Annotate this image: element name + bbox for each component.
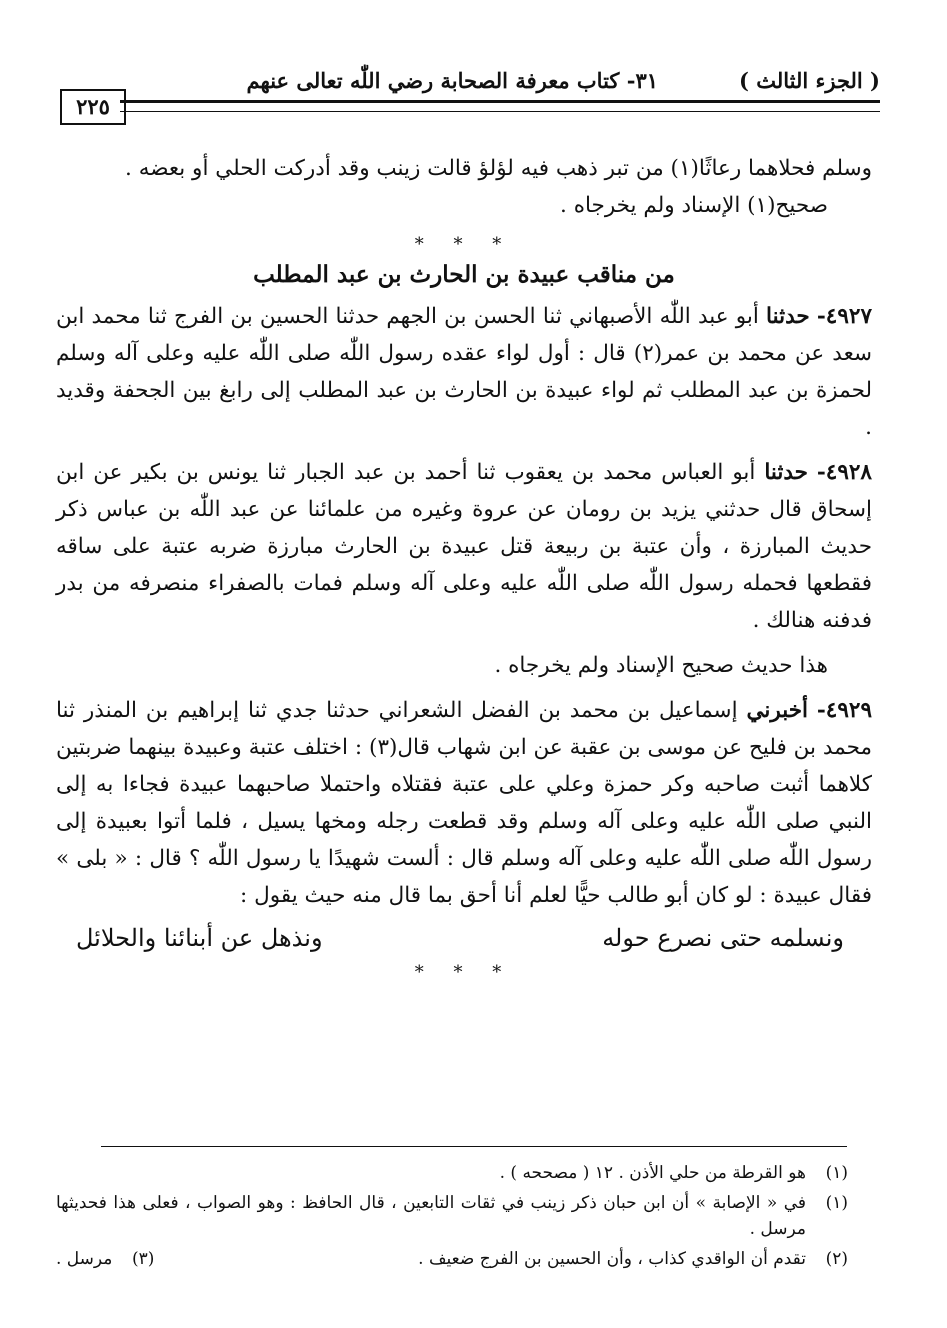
- paragraph-line: وسلم فحلاهما رعاثًا(١) من تبر ذهب فيه لؤلؤ قالت زينب وقد أدركت الحلي أو بعضه .: [125, 156, 872, 181]
- hadith-4929: [56, 692, 872, 914]
- hadith-number: ٤٩٢٧-: [816, 304, 872, 329]
- hadith-4927: [56, 298, 872, 446]
- poem-hemistich-first: ونسلمه حتى نصرع حوله: [602, 924, 844, 952]
- poem-hemistich-second: ونذهل عن أبنائنا والحلائل: [76, 924, 323, 952]
- header-rule: [120, 100, 880, 103]
- paragraph-line: صحيح(١) الإسناد ولم يخرجاه .: [560, 193, 828, 218]
- footnote: [56, 1246, 154, 1272]
- hadith-keyword: حدثنا: [766, 304, 810, 329]
- footnote-text: في « الإصابة » أن ابن حبان ذكر زينب في ثقات التابعين ، قال الحافظ : وهو الصواب ، فعلى هذا فحديثها مرسل .: [56, 1193, 806, 1239]
- footnote-text: تقدم أن الواقدي كذاب ، وأن الحسين بن الفرج ضعيف .: [418, 1249, 806, 1269]
- hadith-text: إسماعيل بن محمد بن الفضل الشعراني حدثنا جدي ثنا إبراهيم بن المنذر ثنا محمد بن فليح عن موسى بن عقبة عن ابن شهاب قال(٣) : اختلف عتبة وعبيدة بينهما ضربتين كلاهما أثبت صاحبه وكر حمزة وعلي على عتبة فقتلاه واحتملا صاحبهما عبيدة فجاءا به إلى النبي صلى اللّٰه عليه وعلى آله وسلم وقد قطعت رجله ومخها يسيل ، فلما أتوا بعبيدة إلى رسول اللّٰه صلى اللّٰه عليه وعلى آله وسلم قال : ألست شهيدًا يا رسول اللّٰه ؟ قال : « بلى » فقال عبيدة : لو كان أبو طالب حيًّا لعلم أنا أحق بما قال منه حيث يقول :: [56, 698, 873, 908]
- footnotes: [56, 1160, 848, 1276]
- main-text: [56, 150, 872, 989]
- footnote-number: (١): [825, 1163, 848, 1183]
- page-number: ٢٢٥: [60, 89, 126, 125]
- hadith-keyword: حدثنا: [764, 460, 808, 485]
- footnote: [56, 1160, 848, 1186]
- hadith-text: أبو العباس محمد بن يعقوب ثنا أحمد بن عبد الجبار ثنا يونس بن بكير عن ابن إسحاق قال حدثني يزيد بن رومان عن عروة وغيره من علمائنا عن عبد اللّٰه بن عباس ذكر حديث المبارزة ، وأن عتبة بن ربيعة قتل عبيدة بن الحارث مبارزة ضربه عتبة على ساقه فقطعها فحمله رسول اللّٰه صلى اللّٰه عليه وعلى آله وسلم فمات بالصفراء منصرفه من بدر فدفنه هنالك .: [56, 460, 872, 633]
- footnote-text: مرسل .: [56, 1249, 113, 1269]
- footnote-row: [56, 1246, 848, 1276]
- section-divider-stars: * * *: [414, 962, 514, 983]
- footnote-number: (٣): [132, 1249, 155, 1269]
- header-rule-thin: [120, 111, 880, 112]
- poem-verse: [76, 924, 844, 952]
- hadith-text: أبو عبد اللّٰه الأصبهاني ثنا الحسن بن الجهم حدثنا الحسين بن الفرج ثنا محمد ابن سعد عن محمد بن عمر(٢) قال : أول لواء عقده رسول اللّٰه صلى اللّٰه عليه وعلى آله وسلم لحمزة بن عبد المطلب ثم لواء عبيدة بن الحارث بن عبد المطلب إلى رابغ بين الجحفة وقديد .: [56, 304, 872, 440]
- hadith-number: ٤٩٢٩-: [816, 698, 872, 723]
- hadith-number: ٤٩٢٨-: [816, 460, 872, 485]
- hadith-4928: [56, 454, 872, 639]
- footnote: [56, 1190, 848, 1242]
- footnote-number: (١): [825, 1193, 848, 1213]
- hadith-keyword: أخبرني: [746, 698, 808, 723]
- footnote-text: هو القرطة من حلي الأذن . ١٢ ( مصححه ) .: [499, 1163, 806, 1183]
- footnote-rule: [101, 1146, 847, 1147]
- volume-label: ( الجزء الثالث ): [738, 68, 880, 93]
- section-divider-stars: * * *: [414, 234, 514, 255]
- section-heading: من مناقب عبيدة بن الحارث بن عبد المطلب: [253, 261, 675, 288]
- authenticity-note: هذا حديث صحيح الإسناد ولم يخرجاه .: [494, 653, 828, 678]
- footnote: [418, 1246, 848, 1272]
- chapter-title: ٣١- كتاب معرفة الصحابة رضي اللّٰه تعالى عنهم: [246, 68, 658, 93]
- footnote-number: (٢): [825, 1249, 848, 1269]
